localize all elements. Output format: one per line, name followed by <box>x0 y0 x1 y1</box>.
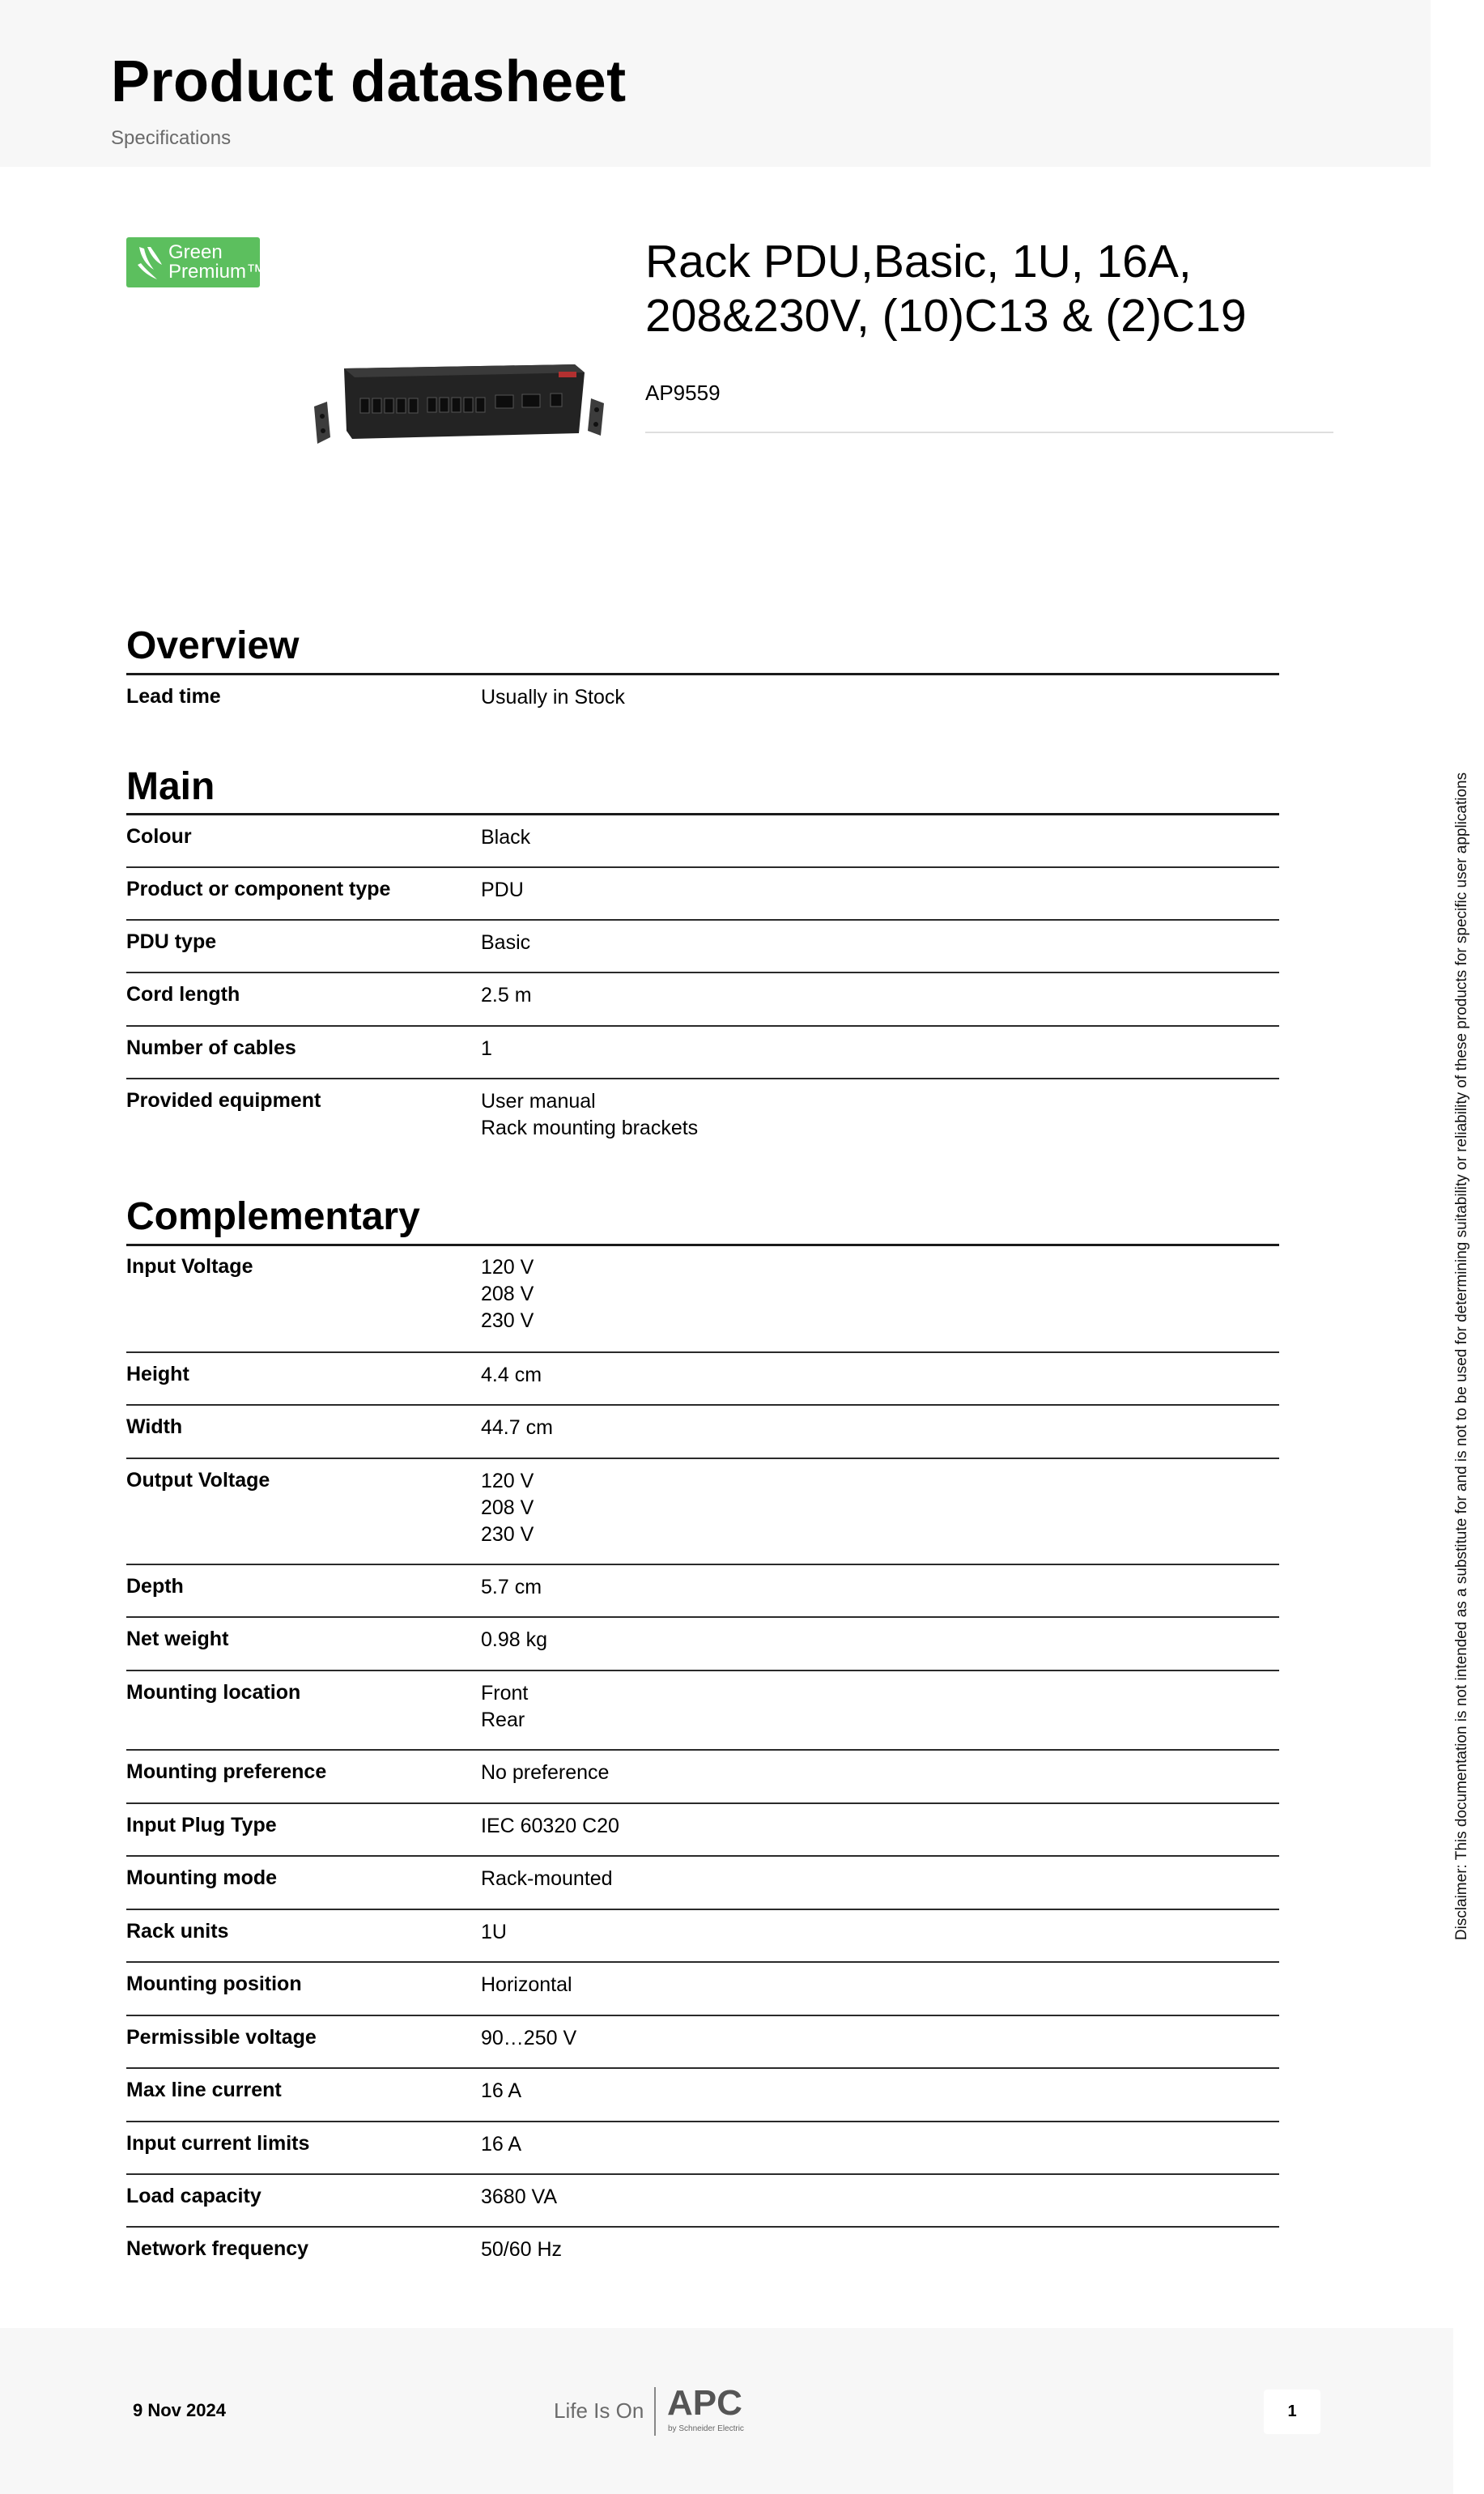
brand-name: APC <box>667 2383 742 2423</box>
spec-label: Lead time <box>126 685 221 708</box>
spec-value: 120 V 208 V 230 V <box>481 1470 534 1546</box>
brand-subtext: by Schneider Electric <box>668 2424 744 2433</box>
spec-value: PDU <box>481 879 524 901</box>
spec-label: Number of cables <box>126 1036 296 1059</box>
spec-label: Mounting preference <box>126 1760 327 1783</box>
spec-label: Mounting mode <box>126 1866 278 1889</box>
row-divider <box>126 2067 1279 2069</box>
spec-label: Depth <box>126 1575 184 1598</box>
spec-value: 3680 VA <box>481 2185 558 2208</box>
page-subtitle: Specifications <box>111 127 232 149</box>
badge-text-line2: Premium™ <box>168 261 266 283</box>
spec-value: Usually in Stock <box>481 686 625 709</box>
row-divider <box>126 1670 1279 1671</box>
tagline-text: Life Is On <box>554 2398 644 2423</box>
spec-value: Basic <box>481 931 531 954</box>
spec-label: Product or component type <box>126 878 391 900</box>
spec-label: Net weight <box>126 1628 229 1650</box>
section-title-main: Main <box>126 765 215 808</box>
disclaimer: Disclaimer: This documentation is not intended as a substitute for and is not to be used for determining suitability or reliability of these products for specific user applications <box>1453 772 1470 1941</box>
spec-value: 120 V 208 V 230 V <box>481 1256 534 1332</box>
spec-label: Input Voltage <box>126 1255 253 1278</box>
section-rule <box>126 813 1279 815</box>
spec-label: Mounting position <box>126 1973 302 1995</box>
spec-value: Front Rear <box>481 1682 529 1731</box>
row-divider <box>126 1855 1279 1857</box>
spec-value: IEC 60320 C20 <box>481 1815 619 1837</box>
spec-label: Input current limits <box>126 2132 310 2155</box>
spec-label: Width <box>126 1415 183 1438</box>
spec-value: 2.5 m <box>481 984 532 1007</box>
section-title-complementary: Complementary <box>126 1195 420 1238</box>
row-divider <box>126 1351 1279 1353</box>
spec-value: 90…250 V <box>481 2027 577 2049</box>
row-divider <box>126 1404 1279 1406</box>
row-divider <box>126 1458 1279 1459</box>
brand-logo <box>554 2382 772 2439</box>
row-divider <box>126 1961 1279 1963</box>
badge-text-line1: Green <box>168 241 223 263</box>
spec-label: Network frequency <box>126 2237 309 2260</box>
row-divider <box>126 2173 1279 2175</box>
section-rule <box>126 1244 1279 1246</box>
green-premium-badge <box>126 237 266 287</box>
footer-date: 9 Nov 2024 <box>133 2400 226 2420</box>
spec-value: 44.7 cm <box>481 1416 553 1439</box>
divider <box>645 432 1333 433</box>
spec-label: Rack units <box>126 1920 229 1943</box>
row-divider <box>126 1078 1279 1079</box>
leaf-icon <box>134 244 165 281</box>
row-divider <box>126 866 1279 868</box>
row-divider <box>126 919 1279 921</box>
spec-label: Provided equipment <box>126 1089 321 1112</box>
spec-label: Load capacity <box>126 2185 262 2207</box>
spec-value: 50/60 Hz <box>481 2238 563 2261</box>
spec-label: Output Voltage <box>126 1469 270 1492</box>
spec-value: Black <box>481 826 531 849</box>
spec-value: 0.98 kg <box>481 1628 548 1651</box>
section-title-overview: Overview <box>126 624 300 667</box>
spec-value: 5.7 cm <box>481 1576 542 1598</box>
spec-value: 1U <box>481 1921 507 1943</box>
row-divider <box>126 972 1279 973</box>
page-title: Product datasheet <box>111 49 627 114</box>
page-number: 1 <box>1264 2390 1320 2434</box>
row-divider <box>126 1564 1279 1565</box>
spec-value: Horizontal <box>481 1973 572 1996</box>
spec-label: Colour <box>126 825 192 848</box>
spec-value: Rack-mounted <box>481 1867 613 1890</box>
row-divider <box>126 1802 1279 1804</box>
row-divider <box>126 2015 1279 2016</box>
row-divider <box>126 2121 1279 2122</box>
row-divider <box>126 1025 1279 1027</box>
product-image <box>308 356 615 453</box>
spec-label: Input Plug Type <box>126 1814 277 1836</box>
spec-label: PDU type <box>126 930 217 953</box>
spec-label: Permissible voltage <box>126 2026 317 2049</box>
row-divider <box>126 2226 1279 2228</box>
spec-value: 16 A <box>481 2079 522 2102</box>
row-divider <box>126 1909 1279 1910</box>
spec-value: 4.4 cm <box>481 1364 542 1386</box>
product-reference: AP9559 <box>645 381 721 405</box>
spec-label: Height <box>126 1363 189 1385</box>
spec-label: Cord length <box>126 983 240 1006</box>
row-divider <box>126 1749 1279 1751</box>
spec-value: 16 A <box>481 2133 522 2156</box>
row-divider <box>126 1616 1279 1618</box>
spec-label: Max line current <box>126 2079 282 2101</box>
spec-value: 1 <box>481 1037 492 1060</box>
spec-label: Mounting location <box>126 1681 301 1704</box>
product-name: Rack PDU,Basic, 1U, 16A, 208&230V, (10)C13 & (2)C19 <box>645 236 1247 342</box>
section-rule <box>126 673 1279 675</box>
spec-value: No preference <box>481 1761 610 1784</box>
spec-value: User manual Rack mounting brackets <box>481 1090 699 1139</box>
header-band <box>0 0 1431 167</box>
